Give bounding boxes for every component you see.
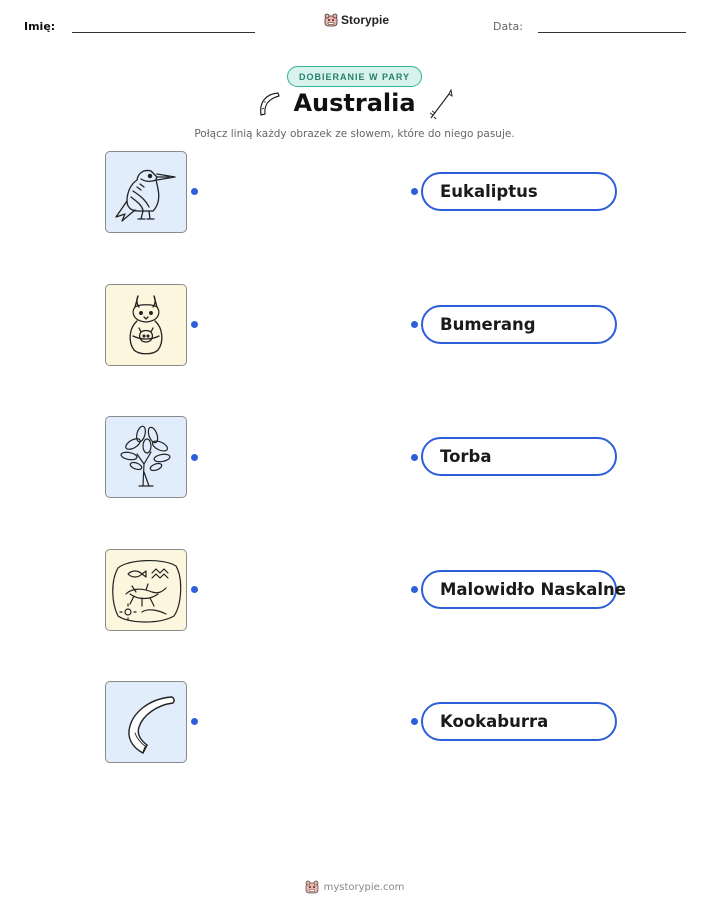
eucalyptus-tree-icon bbox=[111, 422, 181, 492]
word-connector-dot[interactable] bbox=[411, 188, 418, 195]
boomerang-icon bbox=[111, 687, 181, 757]
brand-name: Storypie bbox=[341, 13, 390, 27]
picture-card-eucalyptus[interactable] bbox=[105, 416, 187, 498]
footer bbox=[0, 880, 709, 894]
spear-decoration-icon bbox=[428, 89, 454, 121]
storypie-logo bbox=[324, 13, 389, 27]
storypie-mascot-icon bbox=[305, 880, 319, 894]
word-pill[interactable]: Torba bbox=[421, 437, 617, 476]
picture-card-boomerang[interactable] bbox=[105, 681, 187, 763]
word-pill[interactable]: Kookaburra bbox=[421, 702, 617, 741]
word-pill[interactable]: Malowidło Naskalne bbox=[421, 570, 617, 609]
word-connector-dot[interactable] bbox=[411, 586, 418, 593]
kookaburra-icon bbox=[111, 157, 181, 227]
picture-connector-dot[interactable] bbox=[191, 718, 198, 725]
rock-painting-icon bbox=[108, 554, 184, 626]
name-line[interactable] bbox=[72, 32, 255, 33]
activity-badge: DOBIERANIE W PARY bbox=[287, 66, 422, 87]
page-title: Australia bbox=[293, 89, 416, 117]
word-connector-dot[interactable] bbox=[411, 718, 418, 725]
kangaroo-icon bbox=[111, 290, 181, 360]
picture-card-kangaroo[interactable] bbox=[105, 284, 187, 366]
word-connector-dot[interactable] bbox=[411, 454, 418, 461]
picture-connector-dot[interactable] bbox=[191, 321, 198, 328]
word-connector-dot[interactable] bbox=[411, 321, 418, 328]
storypie-mascot-icon bbox=[324, 13, 338, 27]
date-line[interactable] bbox=[538, 32, 686, 33]
picture-connector-dot[interactable] bbox=[191, 454, 198, 461]
picture-connector-dot[interactable] bbox=[191, 586, 198, 593]
footer-url[interactable]: mystorypie.com bbox=[323, 881, 405, 893]
name-label: Imię: bbox=[24, 20, 56, 33]
instruction-text: Połącz linią każdy obrazek ze słowem, które do niego pasuje. bbox=[194, 128, 515, 140]
date-label: Data: bbox=[493, 20, 523, 33]
picture-card-rock-painting[interactable] bbox=[105, 549, 187, 631]
word-pill[interactable]: Bumerang bbox=[421, 305, 617, 344]
picture-connector-dot[interactable] bbox=[191, 188, 198, 195]
picture-card-kookaburra[interactable] bbox=[105, 151, 187, 233]
word-pill[interactable]: Eukaliptus bbox=[421, 172, 617, 211]
